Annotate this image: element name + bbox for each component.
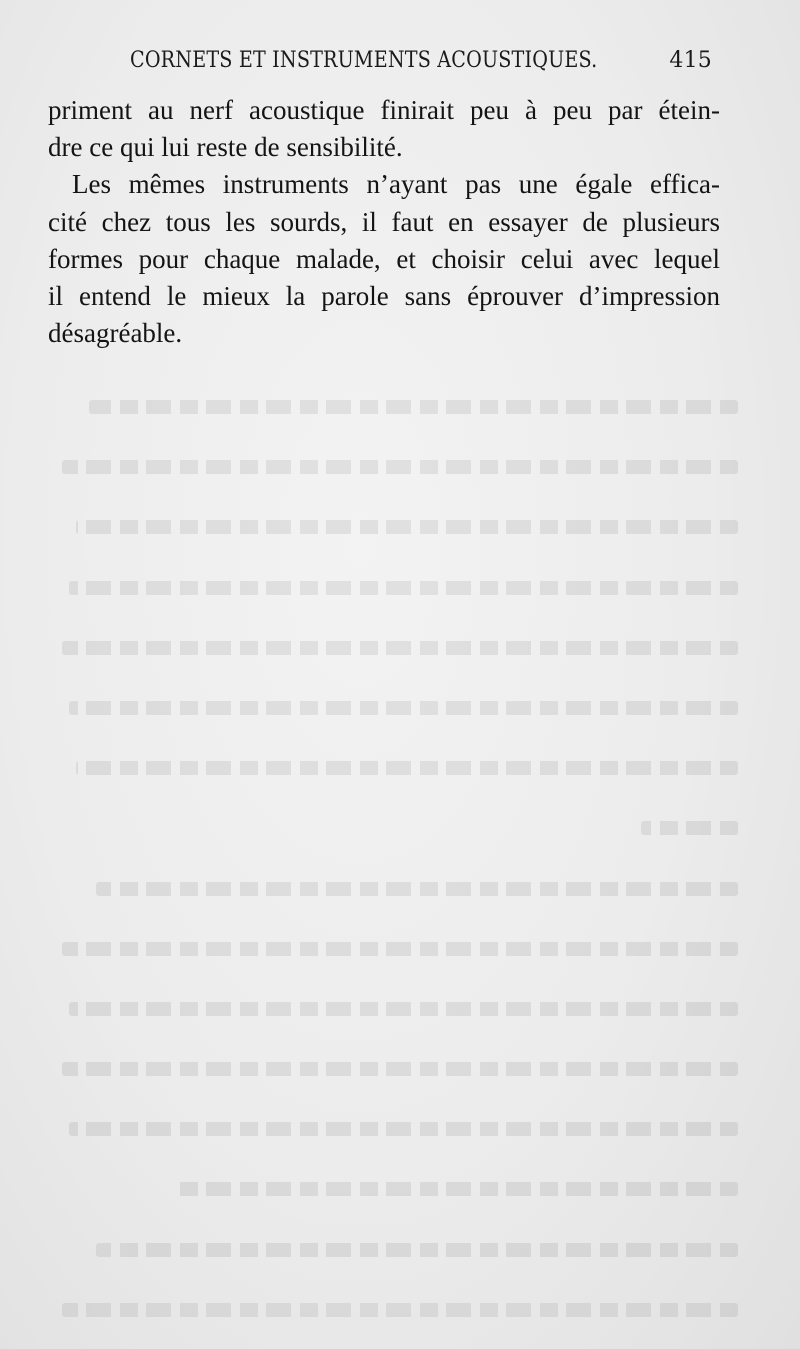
text-line: cité chez tous les sourds, il faut en essayer de plusieurs (48, 206, 720, 237)
text-line: formes pour chaque malade, et choisir celui avec lequel (48, 243, 720, 274)
running-title: CORNETS ET INSTRUMENTS ACOUSTIQUES. (130, 48, 598, 73)
text-line: Les mêmes instruments n’ayant pas une égale effica- (72, 169, 720, 200)
page-number: 415 (669, 48, 712, 73)
show-through-text (48, 388, 738, 1248)
text-line: désagréable. (48, 318, 183, 349)
text-line: dre ce qui lui reste de sensibilité. (48, 132, 403, 163)
text-line: priment au nerf acoustique finirait peu à peu par étein- (48, 95, 720, 125)
running-header (130, 48, 712, 80)
text-line: il entend le mieux la parole sans éprouver d’impression (48, 281, 720, 312)
body-text (48, 92, 720, 352)
